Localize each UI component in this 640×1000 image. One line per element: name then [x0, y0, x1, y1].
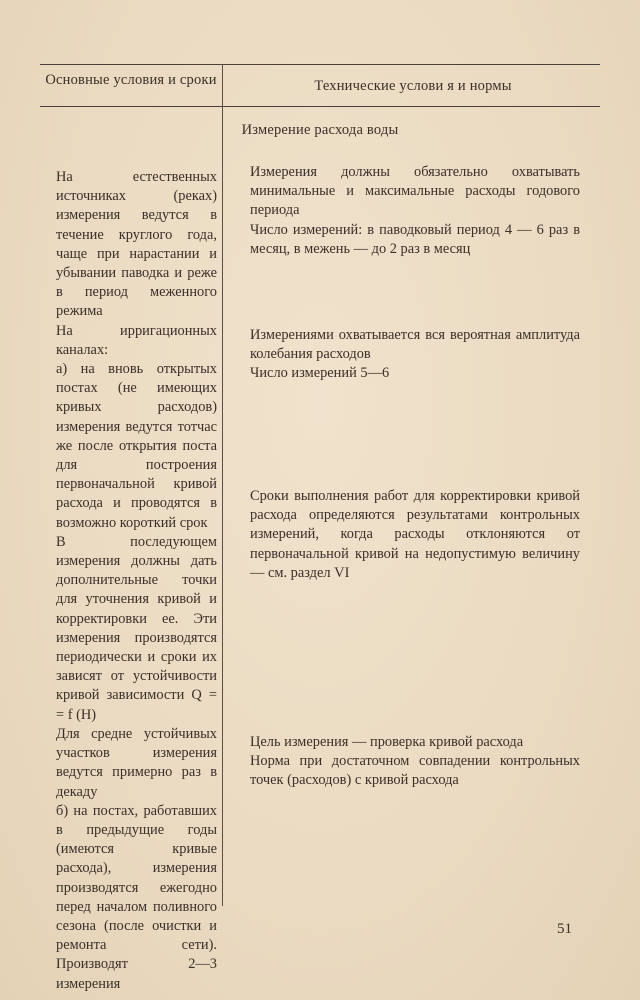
right-paragraph: Цель измерения — проверка кривой расхода [250, 734, 524, 750]
right-paragraph: Измерениями охватывается вся вероятная амплитуда колебания расходов [250, 327, 580, 363]
left-paragraph: Для средне устойчивых участков измерения ведутся примерно раз в декаду [56, 725, 217, 800]
right-block-new-posts [250, 326, 580, 384]
right-block-check [250, 733, 580, 791]
table-top-rule [40, 64, 600, 65]
page-number: 51 [557, 921, 572, 937]
header-right-column: Технические услови я и нормы [314, 78, 512, 94]
right-paragraph: Норма при достаточном совпадении контрольных точек (расходов) с кривой расхода [250, 753, 580, 789]
left-paragraph: На естественных источниках (реках) измерения ведутся в течение круглого года, чаще при нарастании и убывании паводка и реже в период меженного режима [56, 169, 217, 320]
right-paragraph: Сроки выполнения работ для корректировки кривой расхода определяются результатами контрольных измерений, когда расходы отклоняются от первоначальной кривой на недопустимую величину — см. раздел VI [250, 488, 580, 581]
right-block-natural-sources [250, 163, 580, 259]
header-left-column: Основные условия и сроки [45, 72, 217, 88]
table-header-rule [40, 106, 600, 107]
left-paragraph: б) на постах, работавших в предыдущие годы (имеются кривые расхода), измерения производятся ежегодно перед началом поливного сезона (после очистки и ремонта сети). Производят 2—3 измерения [56, 802, 217, 992]
section-title: Измерение расхода воды [241, 122, 399, 138]
left-paragraph: а) на вновь открытых постах (не имеющих кривых расходов) измерения ведутся тотчас же после открытия поста для построения первоначальной кривой расхода и проводятся в возможно короткий срок [56, 361, 217, 531]
right-block-correction [250, 487, 580, 583]
left-column-text [56, 168, 217, 994]
right-paragraph: Число измерений: в паводковый период 4 — 6 раз в месяц, в межень — до 2 раз в месяц [250, 221, 580, 257]
right-paragraph: Измерения должны обязательно охватывать минимальные и максимальные расходы годового периода [250, 164, 580, 219]
left-paragraph: На ирригационных каналах: [56, 322, 217, 358]
right-paragraph: Число измерений 5—6 [250, 365, 390, 382]
column-divider [222, 64, 223, 906]
left-paragraph: В последующем измерения должны дать дополнительные точки для уточнения кривой и корректировки ее. Эти измерения производятся периодически и сроки их зависят от устойчивости кривой зависимости Q = = f (H) [56, 533, 217, 723]
